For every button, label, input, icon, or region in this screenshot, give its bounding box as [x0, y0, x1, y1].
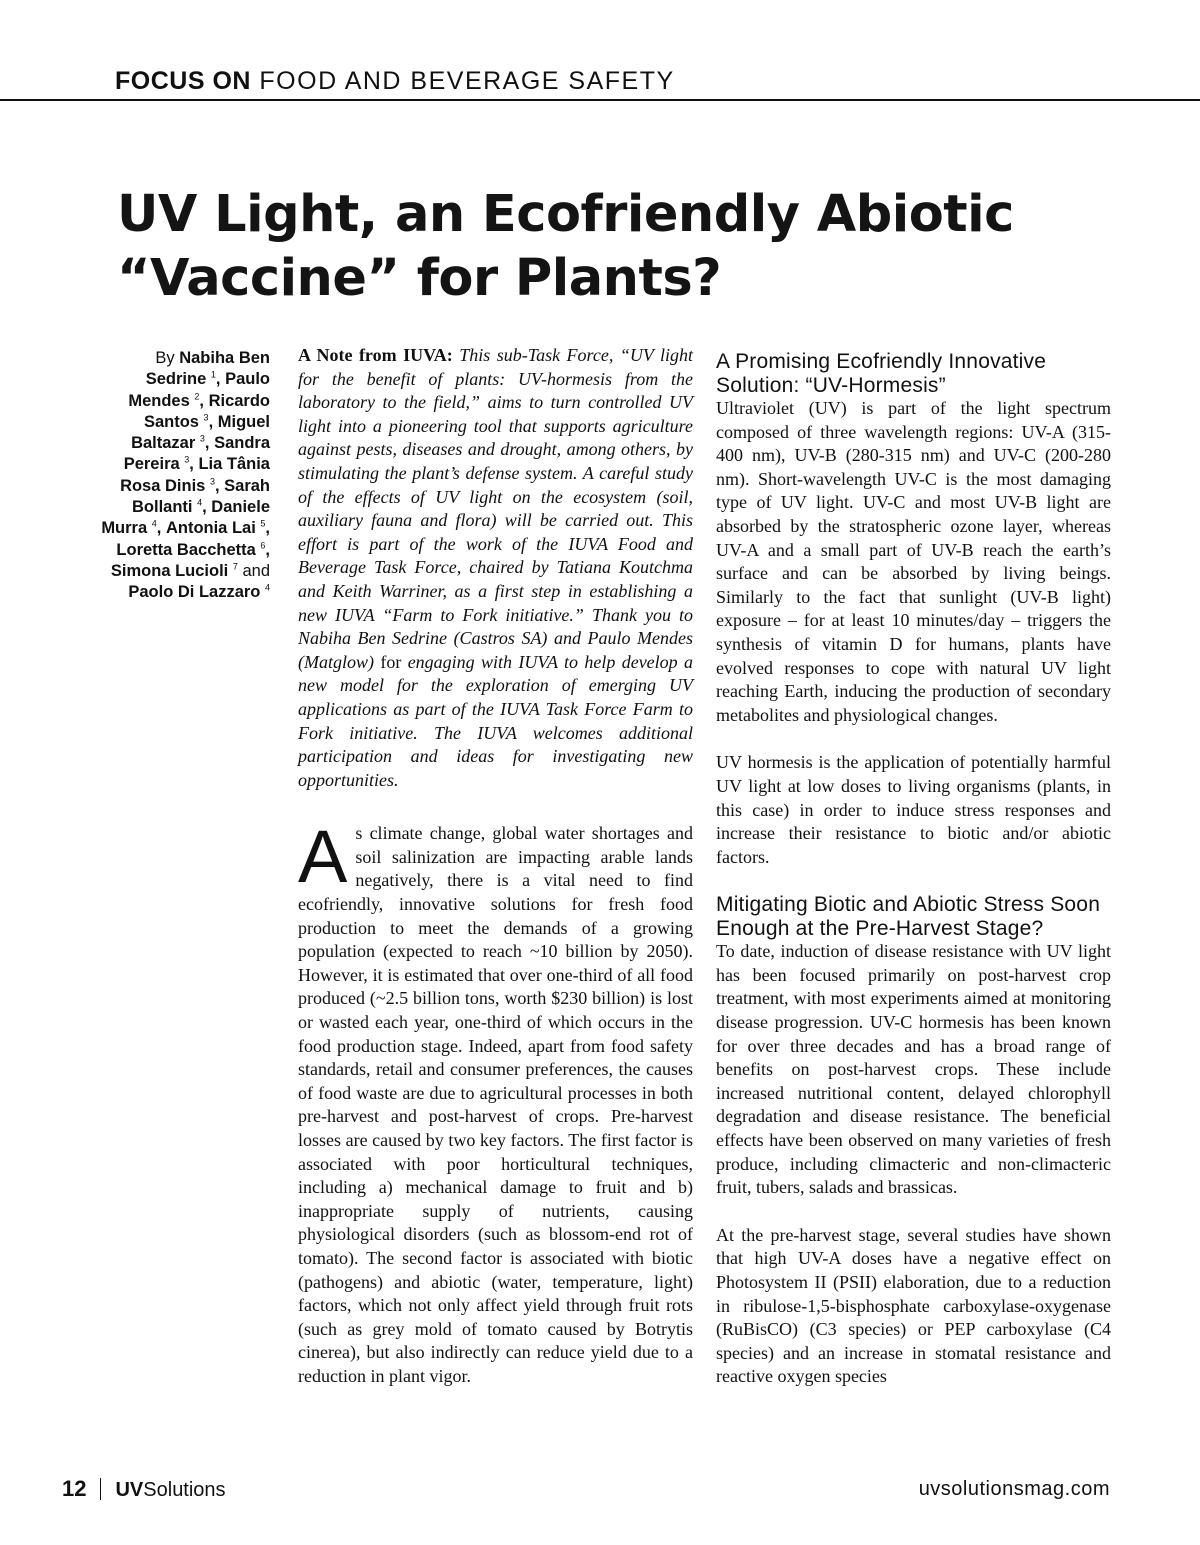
author-name: Simona Lucioli: [110, 561, 229, 580]
note-text-1: This sub-Task Force, “UV light for the benefit of plants: UV-hormesis from the laboratory to the field,” aims to turn controlled UV light into a pioneering tool that supports agriculture against pests, diseases and drought, among others, by stimulating the plant’s defense system. A careful study of the effects of UV light on the ecosystem (soil, auxiliary fauna and flora) will be carried out. This effort is part of the work of the IUVA Food and Beverage Task Force, chaired by Tatiana Koutchma and Keith Warriner, as a first step in establishing a new IUVA “Farm to Fork initiative.” Thank you to Nabiha Ben Sedrine (Castros SA) and Paulo Mendes (Matglow): [298, 345, 693, 672]
author-name: Paolo Di Lazzaro: [128, 583, 261, 602]
header-rule: [0, 99, 1200, 101]
section-heading-2: Mitigating Biotic and Abiotic Stress Soon Enough at the Pre-Harvest Stage?: [716, 893, 1101, 940]
author-affiliation: 6: [260, 540, 266, 551]
author-separator: ,: [202, 498, 207, 517]
header-topic: FOOD AND BEVERAGE SAFETY: [259, 67, 675, 95]
author-affiliation: 3: [203, 412, 209, 423]
author-affiliation: 4: [264, 582, 270, 593]
author-separator: ,: [208, 412, 214, 431]
author-separator: ,: [189, 455, 194, 474]
author-name: Miguel Baltazar: [131, 412, 270, 453]
author-separator: ,: [214, 476, 220, 495]
author-separator: ,: [204, 434, 210, 453]
iuva-note: [298, 344, 693, 792]
author-name: Rosa Dinis: [120, 476, 206, 495]
section-1-paragraph-1: Ultraviolet (UV) is part of the light spectrum composed of three wavelength regions: UV-A (315-400 nm), UV-B (280-315 nm) and UV-C (200-280 nm). Short-wavelength UV-C is the most damaging type of UV light. UV-C and most UV-B light are absorbed by the stratospheric ozone layer, whereas UV-A and a small part of UV-B reach the earth’s surface and can be absorbed by living beings. Similarly to the fact that sunlight (UV-B light) exposure – for at least 10 minutes/day – triggers the synthesis of vitamin D for humans, plants have evolved responses to cope with natural UV light reaching Earth, inducing the production of secondary metabolites and physiological changes.: [716, 398, 1111, 725]
author-list: [101, 349, 270, 580]
title-line-1: UV Light, an Ecofriendly Abiotic: [117, 185, 1014, 244]
author-affiliation: 7: [232, 561, 238, 572]
drop-cap: A: [298, 815, 348, 899]
author-affiliation: 5: [260, 518, 266, 529]
author-separator: ,: [215, 370, 221, 389]
byline-conj: and: [242, 561, 270, 580]
section-2-paragraph-1: To date, induction of disease resistance with UV light has been focused primarily on post-harvest crop treatment, with most experiments aimed at monitoring disease progression. UV-C hormesis has been known for over three decades and has a broad range of benefits on post-harvest crops. These include increased nutritional content, delayed chlorophyll degradation and disease resistance. The beneficial effects have been observed on many varieties of fresh produce, including climacteric and non-climacteric fruit, tubers, salads and brassicas.: [716, 941, 1111, 1198]
author-separator: ,: [265, 519, 270, 538]
author-name: Sarah Bollanti: [132, 476, 270, 517]
author-separator: ,: [199, 391, 204, 410]
section-2-paragraph-2: At the pre-harvest stage, several studies have shown that high UV-A doses have a negative effect on Photosystem II (PSII) elaboration, due to a reduction in ribulose-1,5-bisphosphate carboxylase-oxygenase (RuBisCO) (C3 species) or PEP carboxylase (C4 species) and an increase in stomatal resistance and reactive oxygen species: [716, 1224, 1111, 1387]
author-affiliation: 3: [199, 433, 205, 444]
article-title: [117, 183, 1077, 311]
brand-rest: Solutions: [143, 1479, 226, 1501]
middle-column: [298, 344, 693, 1389]
author-name: Antonia Lai: [165, 519, 256, 538]
brand-bold: UV: [115, 1479, 144, 1501]
author-name: Nabiha Ben Sedrine: [145, 349, 270, 389]
footer-left: [62, 1476, 226, 1503]
page-number: 12: [62, 1476, 87, 1501]
author-separator: ,: [265, 540, 270, 559]
author-separator: ,: [156, 519, 162, 538]
footer-divider: [100, 1478, 101, 1500]
author-affiliation: 2: [194, 391, 200, 402]
author-affiliation: 1: [210, 369, 216, 380]
note-label: A Note from IUVA:: [298, 345, 453, 365]
author-affiliation: 4: [151, 518, 157, 529]
section-heading-1: A Promising Ecofriendly Innovative Solution: “UV-Hormesis”: [716, 350, 1047, 397]
right-column: [716, 350, 1111, 1389]
intro-text: s climate change, global water shortages and soil salinization are impacting arable lands negatively, there is a vital need to find ecofriendly, innovative solutions for fresh food production to meet the demands of a growing population (expected to reach ~10 billion by 2050). However, it is estimated that over one-third of all food produced (~2.5 billion tons, worth $230 billion) is lost or wasted each year, one-third of which occurs in the food production stage. Indeed, apart from food safety standards, retail and consumer preferences, the causes of food waste are due to agricultural processes in both pre-harvest and post-harvest of crops. Pre-harvest losses are caused by two key factors. The first factor is associated with poor horticultural techniques, including a) mechanical damage to fruit and b) inappropriate supply of nutrients, causing physiological disorders (such as blossom-end rot of tomato). The second factor is associated with biotic (pathogens) and abiotic (water, temperature, light) factors, which not only affect yield through fruit rots (such as grey mold of tomato caused by Botrytis cinerea), but also indirectly can reduce yield due to a reduction in plant vigor.: [298, 823, 693, 1386]
author-name: Daniele Murra: [101, 498, 270, 538]
author-name: Paulo Mendes: [128, 370, 270, 410]
note-text-2: engaging with IUVA to help develop a new model for the exploration of emerging UV applications as part of the IUVA Task Force Farm to Fork initiative. The IUVA welcomes additional participation and ideas for investigating new opportunities.: [298, 651, 694, 790]
author-affiliation: 3: [209, 476, 215, 487]
note-word: for: [380, 651, 402, 672]
author-affiliation: 3: [184, 454, 190, 465]
author-name: Sandra Pereira: [123, 434, 270, 474]
author-name: Lia Tânia: [198, 455, 270, 474]
byline-prefix: By: [155, 349, 175, 367]
title-line-2: “Vaccine” for Plants?: [117, 249, 722, 308]
intro-paragraph: [298, 815, 693, 1388]
byline: [100, 348, 270, 604]
header-focus-label: FOCUS ON: [115, 67, 251, 95]
section-header: [115, 66, 1200, 96]
author-name: Loretta Bacchetta: [116, 540, 256, 559]
author-affiliation: 4: [197, 497, 203, 508]
footer-site: uvsolutionsmag.com: [918, 1478, 1110, 1500]
section-1-paragraph-2: UV hormesis is the application of potentially harmful UV light at low doses to living organisms (plants, in this case) in order to induce stress responses and increase their resistance to biotic and/or abiotic factors.: [716, 752, 1111, 867]
author-name: Ricardo Santos: [143, 391, 270, 431]
